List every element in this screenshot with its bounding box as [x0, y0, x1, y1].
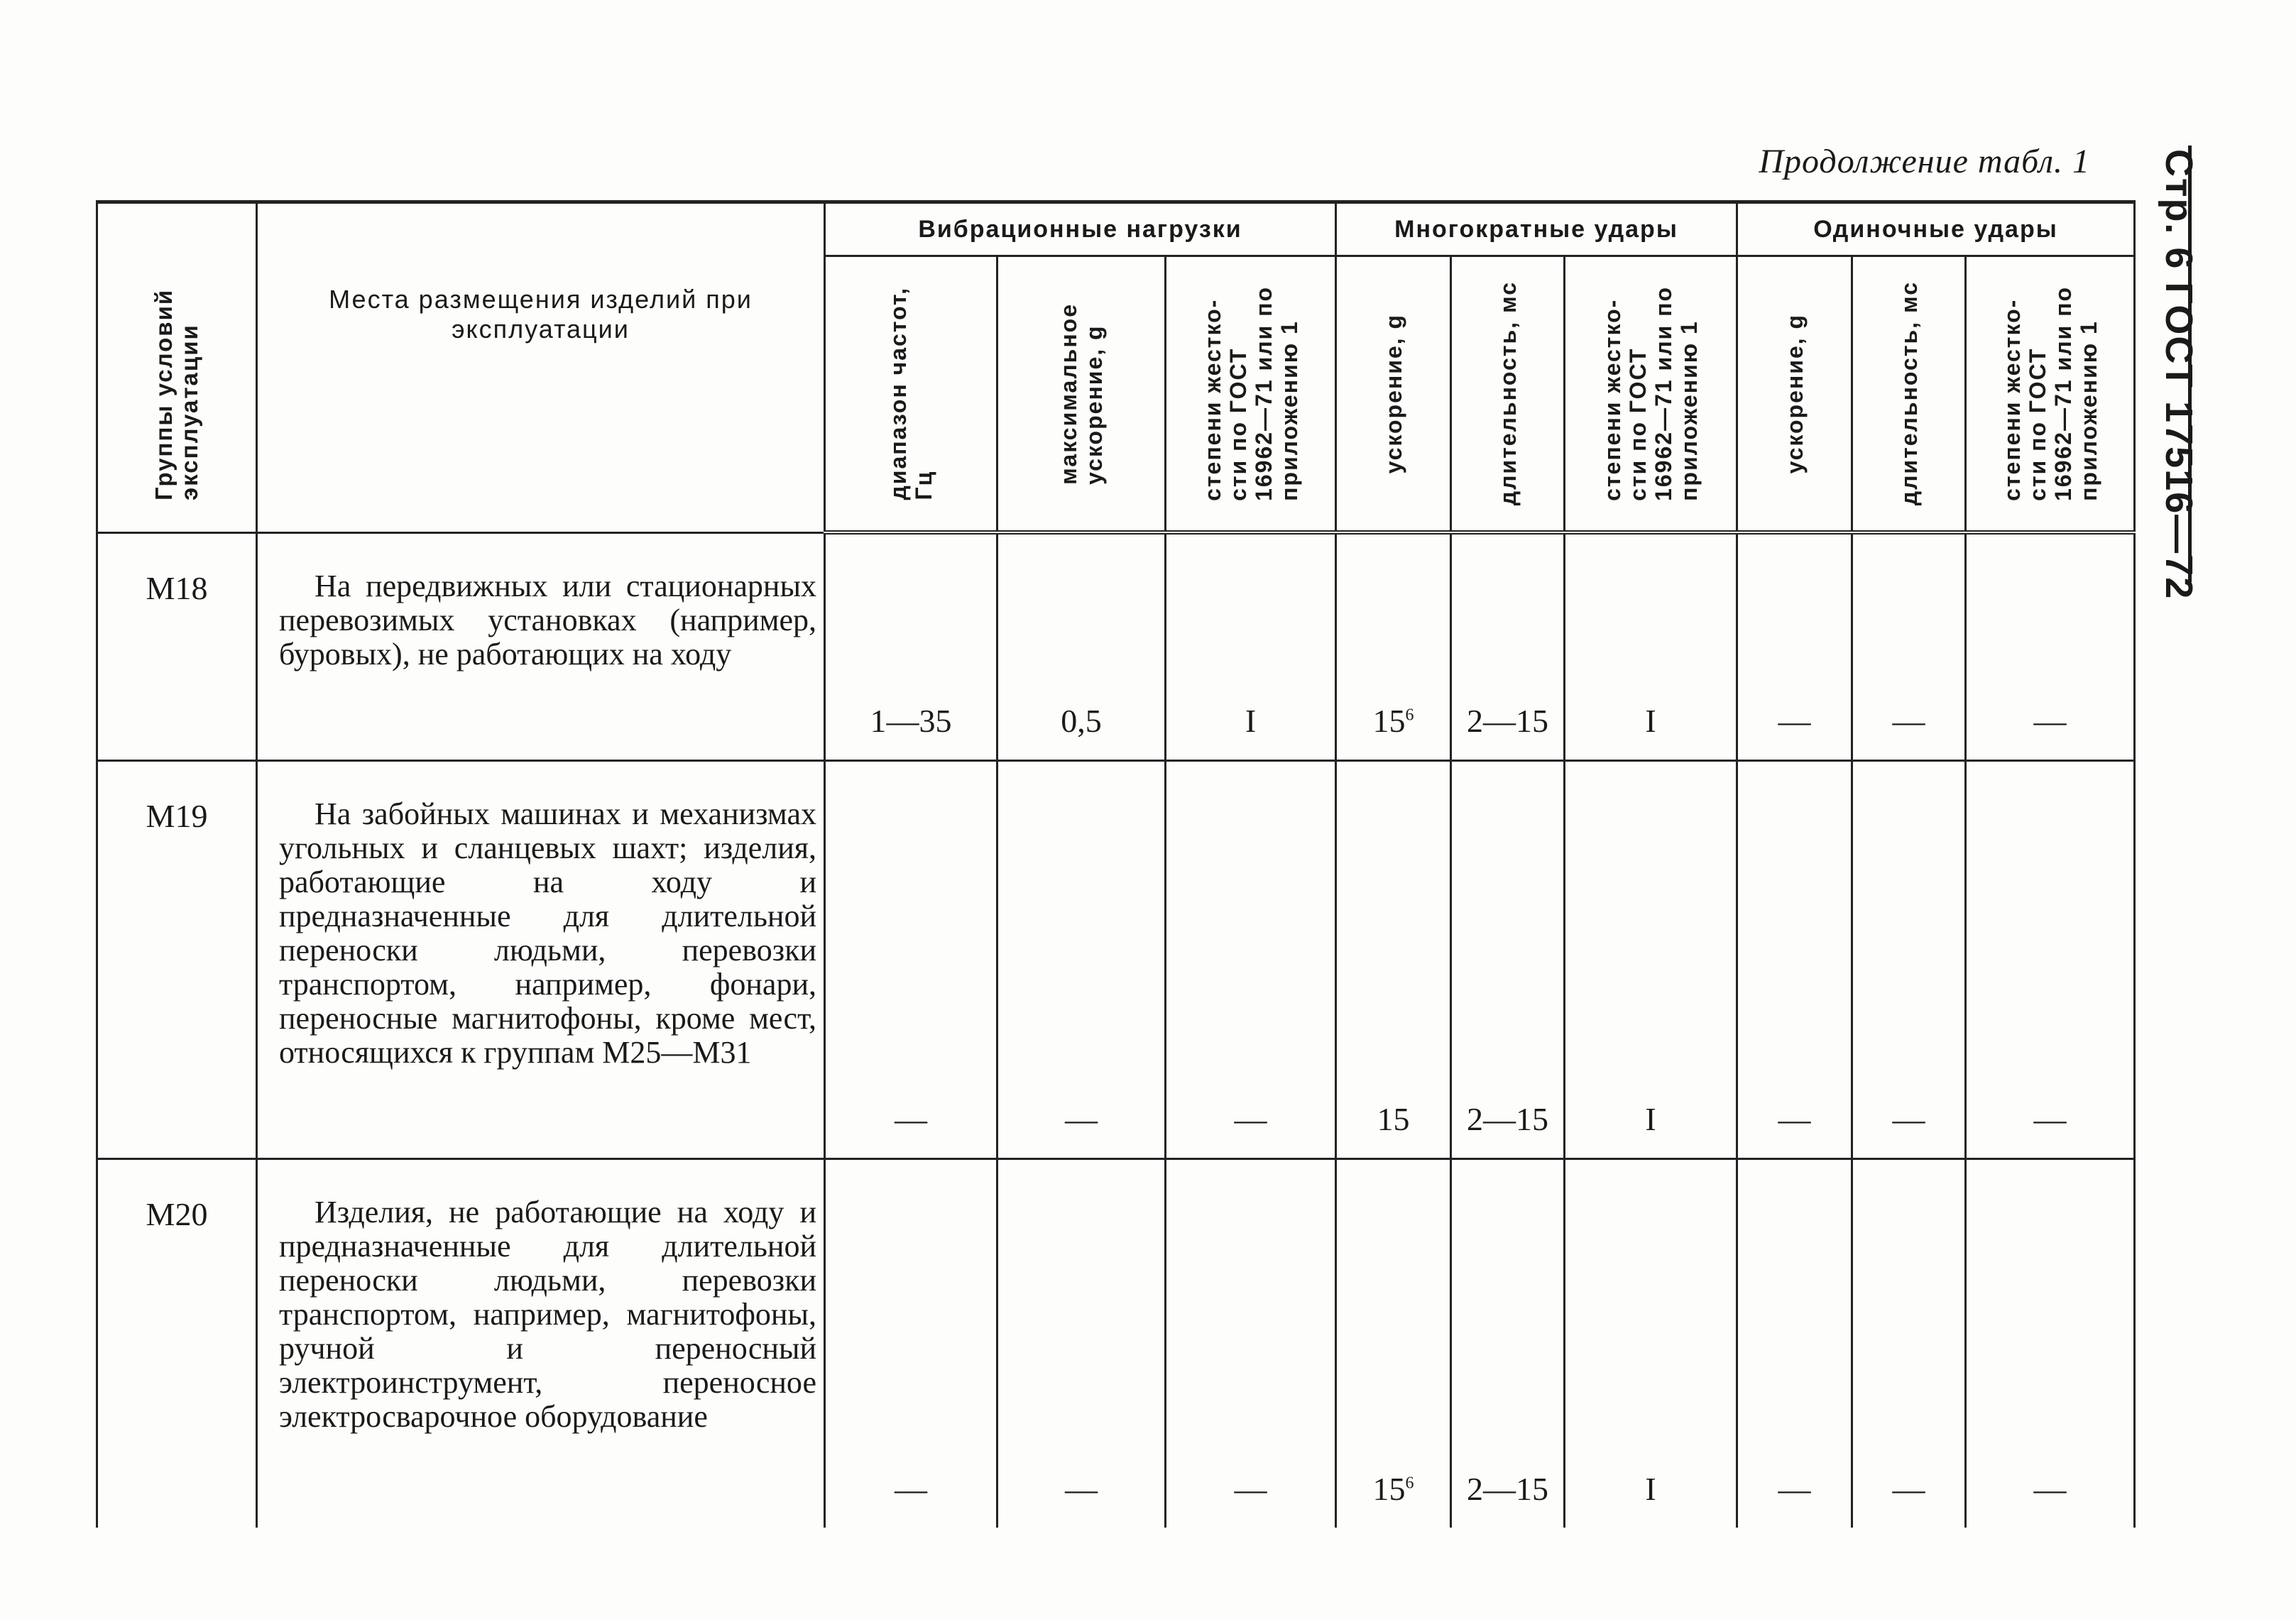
s-accel-cell: —	[1737, 760, 1852, 1158]
group-cell: М18	[97, 532, 257, 760]
m-accel-cell	[1336, 532, 1451, 760]
freq-cell: —	[825, 760, 997, 1158]
col-m-duration-label: длительность, мс	[1494, 281, 1521, 506]
col-s-accel	[1737, 256, 1852, 533]
s-accel-cell: —	[1737, 532, 1852, 760]
col-m-accel-label: ускорение, g	[1380, 313, 1406, 474]
s-degree-cell: —	[1966, 532, 2135, 760]
s-duration-cell: —	[1852, 760, 1966, 1158]
m-accel-cell	[1336, 760, 1451, 1158]
vib-degree-cell: I	[1166, 532, 1336, 760]
multiple-shocks-section-header: Многократные удары	[1336, 202, 1737, 256]
col-m-degree-label: степени жестко- сти по ГОСТ 16962—71 или по приложению 1	[1600, 286, 1702, 501]
freq-cell: 1—35	[825, 532, 997, 760]
operating-conditions-table	[96, 200, 2136, 1528]
group-cell: М19	[97, 760, 257, 1158]
col-s-duration-label: длительность, мс	[1896, 281, 1922, 506]
freq-cell: —	[825, 1158, 997, 1528]
m-duration-cell: 2—15	[1451, 760, 1565, 1158]
group-header-cell	[97, 202, 257, 533]
m-accel-footnote: 6	[1405, 1474, 1414, 1493]
col-m-accel	[1336, 256, 1451, 533]
m-degree-cell: I	[1565, 1158, 1737, 1528]
m-duration-cell: 2—15	[1451, 1158, 1565, 1528]
max-acc-cell: 0,5	[997, 532, 1166, 760]
s-degree-cell: —	[1966, 1158, 2135, 1528]
max-acc-cell: —	[997, 1158, 1166, 1528]
m-accel-value: 15	[1377, 1100, 1410, 1137]
page-side-label: Стр. 6 ГОСТ 17516—72	[2158, 149, 2200, 601]
m-degree-cell: I	[1565, 532, 1737, 760]
col-vib-degree-label: степени жестко- сти по ГОСТ 16962—71 или по приложению 1	[1199, 286, 1302, 501]
col-max-acc	[997, 256, 1166, 533]
place-header: Места размещения изделий при эксплуатации	[329, 284, 753, 344]
col-s-degree	[1966, 256, 2135, 533]
place-text: На передвижных или стационарных перевозимых установках (например, буровых), не работающих на ходу	[279, 568, 816, 672]
group-cell: М20	[97, 1158, 257, 1528]
col-s-duration	[1852, 256, 1966, 533]
m-accel-footnote: 6	[1405, 706, 1414, 725]
vib-degree-cell: —	[1166, 1158, 1336, 1528]
place-header-cell	[257, 202, 825, 533]
m-degree-cell: I	[1565, 760, 1737, 1158]
col-freq	[825, 256, 997, 533]
s-duration-cell: —	[1852, 1158, 1966, 1528]
m-accel-value: 15	[1372, 1470, 1406, 1507]
col-s-accel-label: ускорение, g	[1781, 313, 1808, 474]
vib-degree-cell: —	[1166, 760, 1336, 1158]
col-s-degree-label: степени жестко- сти по ГОСТ 16962—71 или по приложению 1	[1999, 286, 2101, 501]
continuation-caption: Продолжение табл. 1	[1759, 143, 2090, 180]
place-cell	[257, 1158, 825, 1528]
s-degree-cell: —	[1966, 760, 2135, 1158]
place-cell	[257, 532, 825, 760]
col-freq-label: диапазон частот, Гц	[885, 287, 936, 500]
table-row	[97, 760, 2135, 1158]
place-text: На забойных машинах и механизмах угольных и сланцевых шахт; изделия, работающие на ходу и предназначенные для длительной переноски людьми, перевозки транспортом, например, фонари, переносные магнитофоны, кроме мест, относящихся к группам М25—М31	[279, 796, 816, 1070]
m-accel-value: 15	[1372, 702, 1406, 739]
place-cell	[257, 760, 825, 1158]
vibration-section-header: Вибрационные нагрузки	[825, 202, 1336, 256]
col-max-acc-label: максимальное ускорение, g	[1056, 302, 1107, 485]
col-vib-degree	[1166, 256, 1336, 533]
group-header: Группы условий эксплуатации	[151, 289, 202, 501]
single-shocks-section-header: Одиночные удары	[1737, 202, 2135, 256]
m-duration-cell: 2—15	[1451, 532, 1565, 760]
m-accel-cell	[1336, 1158, 1451, 1528]
max-acc-cell: —	[997, 760, 1166, 1158]
table-row	[97, 532, 2135, 760]
place-text: Изделия, не работающие на ходу и предназначенные для длительной переноски людьми, перевозки транспортом, например, магнитофоны, ручной и переносный электроинструмент, переносное электросварочное оборудование	[279, 1194, 816, 1434]
s-accel-cell: —	[1737, 1158, 1852, 1528]
col-m-degree	[1565, 256, 1737, 533]
table-row	[97, 1158, 2135, 1528]
col-m-duration	[1451, 256, 1565, 533]
s-duration-cell: —	[1852, 532, 1966, 760]
